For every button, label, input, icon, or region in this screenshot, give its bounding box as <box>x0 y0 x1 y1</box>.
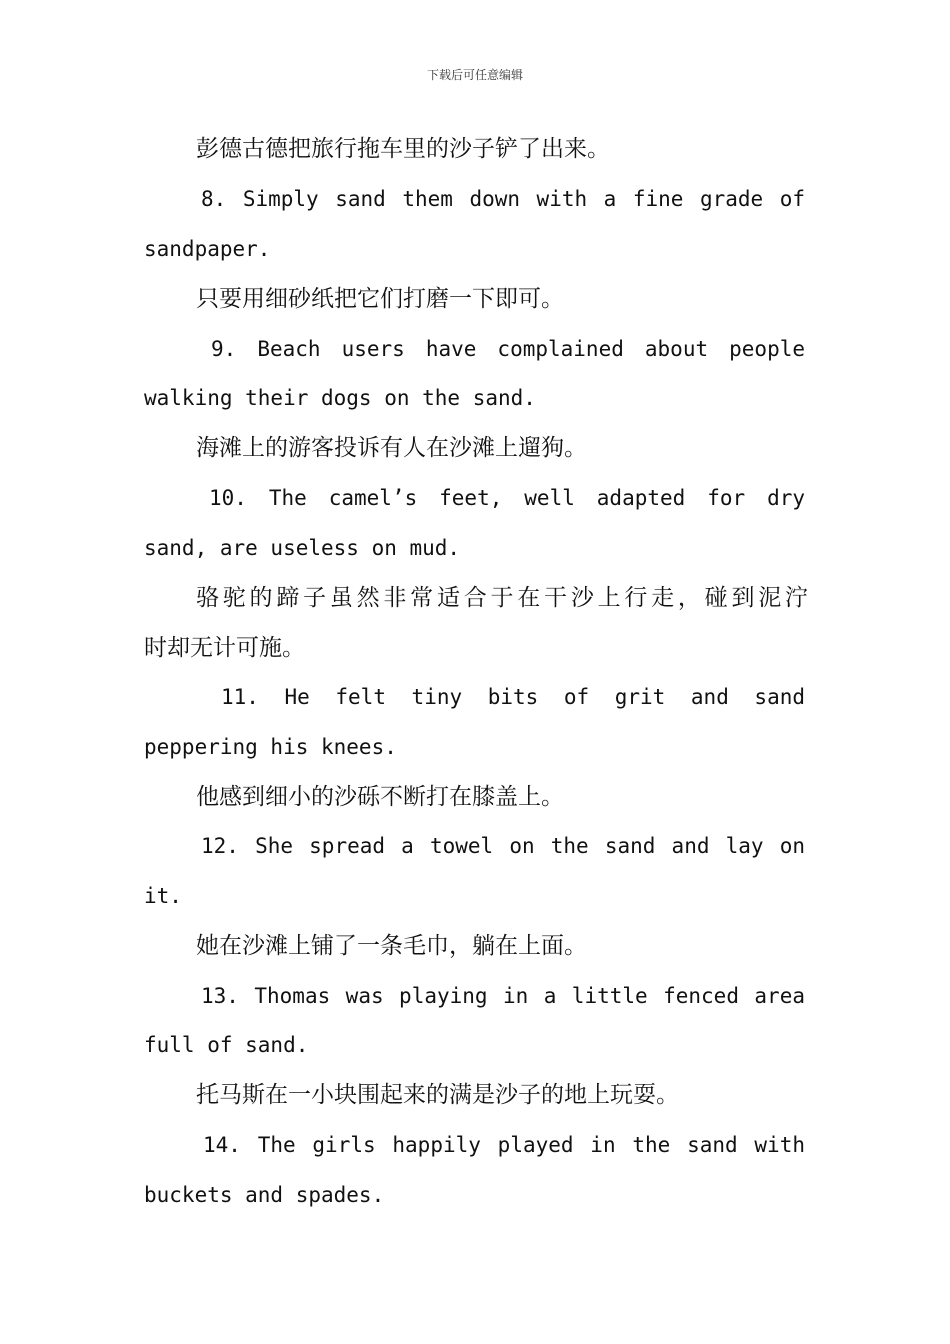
sentence-9-continued: walking their dogs on the sand. <box>144 386 536 410</box>
translation-10: 骆驼的蹄子虽然非常适合于在干沙上行走，碰到泥泞 <box>196 585 808 611</box>
translation-8: 只要用细砂纸把它们打磨一下即可。 <box>196 286 564 312</box>
sentence-8-continued: sandpaper. <box>144 237 271 261</box>
sentence-14: 14. The girls happily played in the sand with <box>203 1133 805 1157</box>
sentence-12-continued: it. <box>144 884 182 908</box>
page-header: 下载后可任意编辑 <box>426 68 523 82</box>
translation-11: 他感到细小的沙砾不断打在膝盖上。 <box>196 784 564 810</box>
sentence-8: 8. Simply sand them down with a fine grade of <box>201 187 805 211</box>
sentence-12: 12. She spread a towel on the sand and lay on <box>201 834 805 858</box>
sentence-13-continued: full of sand. <box>144 1033 309 1057</box>
sentence-11: 11. He felt tiny bits of grit and sand <box>221 685 805 709</box>
translation-13: 托马斯在一小块围起来的满是沙子的地上玩耍。 <box>196 1082 679 1108</box>
sentence-10: 10. The camel’s feet, well adapted for dry <box>209 486 805 510</box>
translation-9: 海滩上的游客投诉有人在沙滩上遛狗。 <box>196 435 587 461</box>
sentence-11-continued: peppering his knees. <box>144 735 397 759</box>
sentence-13: 13. Thomas was playing in a little fenced area <box>201 984 805 1008</box>
sentence-14-continued: buckets and spades. <box>144 1183 385 1207</box>
sentence-10-continued: sand, are useless on mud. <box>144 536 461 560</box>
translation-7: 彭德古德把旅行拖车里的沙子铲了出来。 <box>196 136 610 162</box>
translation-10-continued: 时却无计可施。 <box>144 635 305 661</box>
translation-12: 她在沙滩上铺了一条毛巾，躺在上面。 <box>196 933 587 959</box>
sentence-9: 9. Beach users have complained about people <box>211 337 805 361</box>
